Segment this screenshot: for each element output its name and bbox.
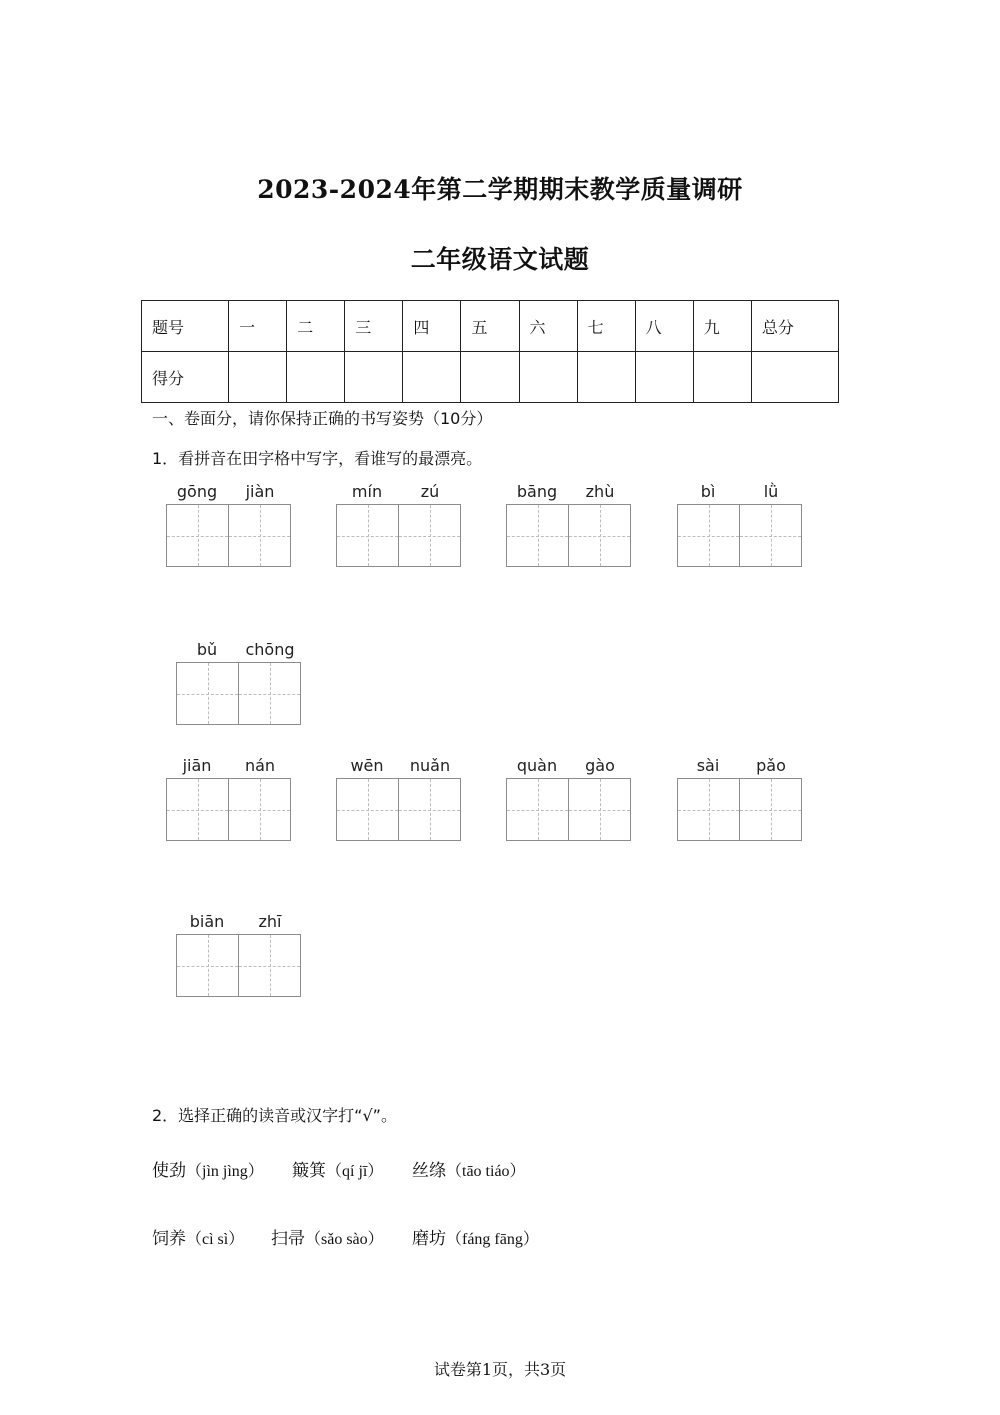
writing-cell[interactable] <box>228 504 291 567</box>
table-cell: 三 <box>345 301 403 352</box>
score-cell[interactable] <box>751 352 838 403</box>
pinyin-label: nuǎn <box>409 756 451 775</box>
page-footer: 试卷第1页，共3页 <box>433 1360 567 1379</box>
pinyin-label: sài <box>696 756 720 775</box>
choice-pinyin: （fáng fāng） <box>446 1231 539 1248</box>
pinyin-label: zhù <box>585 482 615 501</box>
choice-chars: 使劲 <box>152 1161 186 1181</box>
writing-cell[interactable] <box>506 778 569 841</box>
score-cell[interactable] <box>345 352 403 403</box>
writing-cell[interactable] <box>739 504 802 567</box>
score-cell[interactable] <box>461 352 519 403</box>
score-table <box>141 300 839 403</box>
pinyin-label: lǜ <box>763 482 779 501</box>
word-grid <box>166 756 292 778</box>
writing-cell[interactable] <box>176 934 239 997</box>
table-cell: 四 <box>403 301 461 352</box>
score-cell[interactable] <box>229 352 287 403</box>
writing-cell[interactable] <box>336 778 399 841</box>
choice-item[interactable] <box>412 1224 539 1249</box>
score-cell[interactable] <box>519 352 577 403</box>
choice-item[interactable] <box>271 1224 384 1249</box>
word-grid <box>176 640 302 662</box>
writing-cell[interactable] <box>677 504 740 567</box>
choice-pinyin: （sǎo sào） <box>305 1231 384 1248</box>
word-grid <box>336 482 462 504</box>
table-cell: 二 <box>287 301 345 352</box>
choice-pinyin: （jìn jìng） <box>186 1163 264 1180</box>
choice-item[interactable] <box>292 1156 383 1181</box>
pinyin-label: bāng <box>516 482 558 501</box>
choice-pinyin: （tāo tiáo） <box>446 1163 526 1180</box>
pinyin-label: quàn <box>516 756 558 775</box>
table-cell: 一 <box>229 301 287 352</box>
pinyin-label: biān <box>189 912 225 931</box>
table-cell: 题号 <box>142 301 229 352</box>
pinyin-label: jiān <box>182 756 212 775</box>
writing-cell[interactable] <box>568 778 631 841</box>
score-cell[interactable] <box>287 352 345 403</box>
choice-item[interactable] <box>412 1156 526 1181</box>
pinyin-label: wēn <box>350 756 384 775</box>
table-cell: 八 <box>635 301 693 352</box>
score-table-score-row <box>142 352 839 403</box>
word-grid <box>336 756 462 778</box>
choice-chars: 饲养 <box>152 1229 186 1249</box>
writing-cell[interactable] <box>166 504 229 567</box>
question-1-prompt: 1．看拼音在田字格中写字，看谁写的最漂亮。 <box>152 449 483 468</box>
writing-cell[interactable] <box>677 778 740 841</box>
pinyin-label: bǔ <box>196 640 218 659</box>
word-grid <box>166 482 292 504</box>
score-cell[interactable] <box>577 352 635 403</box>
pinyin-label: gōng <box>176 482 218 501</box>
writing-cell[interactable] <box>336 504 399 567</box>
score-cell[interactable] <box>635 352 693 403</box>
choice-pinyin: （cì sì） <box>186 1231 245 1248</box>
writing-cell[interactable] <box>238 662 301 725</box>
choice-chars: 丝绦 <box>412 1161 446 1181</box>
choice-item[interactable] <box>152 1156 264 1181</box>
choice-chars: 簸箕 <box>292 1161 326 1181</box>
word-grid <box>677 756 803 778</box>
score-cell[interactable] <box>403 352 461 403</box>
table-cell: 总分 <box>751 301 838 352</box>
writing-cell[interactable] <box>398 504 461 567</box>
word-grid <box>506 756 632 778</box>
writing-cell[interactable] <box>398 778 461 841</box>
choice-chars: 磨坊 <box>412 1229 446 1249</box>
choice-item[interactable] <box>152 1224 244 1249</box>
table-cell: 六 <box>519 301 577 352</box>
table-cell: 五 <box>461 301 519 352</box>
writing-cell[interactable] <box>568 504 631 567</box>
word-grid <box>677 482 803 504</box>
word-grid <box>506 482 632 504</box>
writing-cell[interactable] <box>238 934 301 997</box>
writing-cell[interactable] <box>228 778 291 841</box>
pinyin-label: zú <box>420 482 440 501</box>
pinyin-label: bì <box>700 482 716 501</box>
pinyin-label: gào <box>585 756 615 775</box>
writing-cell[interactable] <box>166 778 229 841</box>
pinyin-label: nán <box>244 756 276 775</box>
score-table-header-row <box>142 301 839 352</box>
pinyin-label: pǎo <box>756 756 786 775</box>
writing-cell[interactable] <box>739 778 802 841</box>
section-heading: 一、卷面分，请你保持正确的书写姿势（10分） <box>152 409 493 428</box>
pinyin-label: chōng <box>245 640 295 659</box>
word-grid <box>176 912 302 934</box>
pinyin-label: zhī <box>258 912 282 931</box>
pinyin-label: jiàn <box>245 482 275 501</box>
score-cell[interactable] <box>693 352 751 403</box>
writing-cell[interactable] <box>506 504 569 567</box>
question-2-prompt: 2．选择正确的读音或汉字打“√”。 <box>152 1106 397 1125</box>
writing-cell[interactable] <box>176 662 239 725</box>
exam-subtitle: 二年级语文试题 <box>410 245 590 274</box>
table-cell: 得分 <box>142 352 229 403</box>
pinyin-label: mín <box>351 482 383 501</box>
table-cell: 七 <box>577 301 635 352</box>
table-cell: 九 <box>693 301 751 352</box>
choice-pinyin: （qí jī） <box>326 1163 384 1180</box>
choice-chars: 扫帚 <box>271 1229 305 1249</box>
exam-title: 2023-2024年第二学期期末教学质量调研 <box>257 175 743 204</box>
